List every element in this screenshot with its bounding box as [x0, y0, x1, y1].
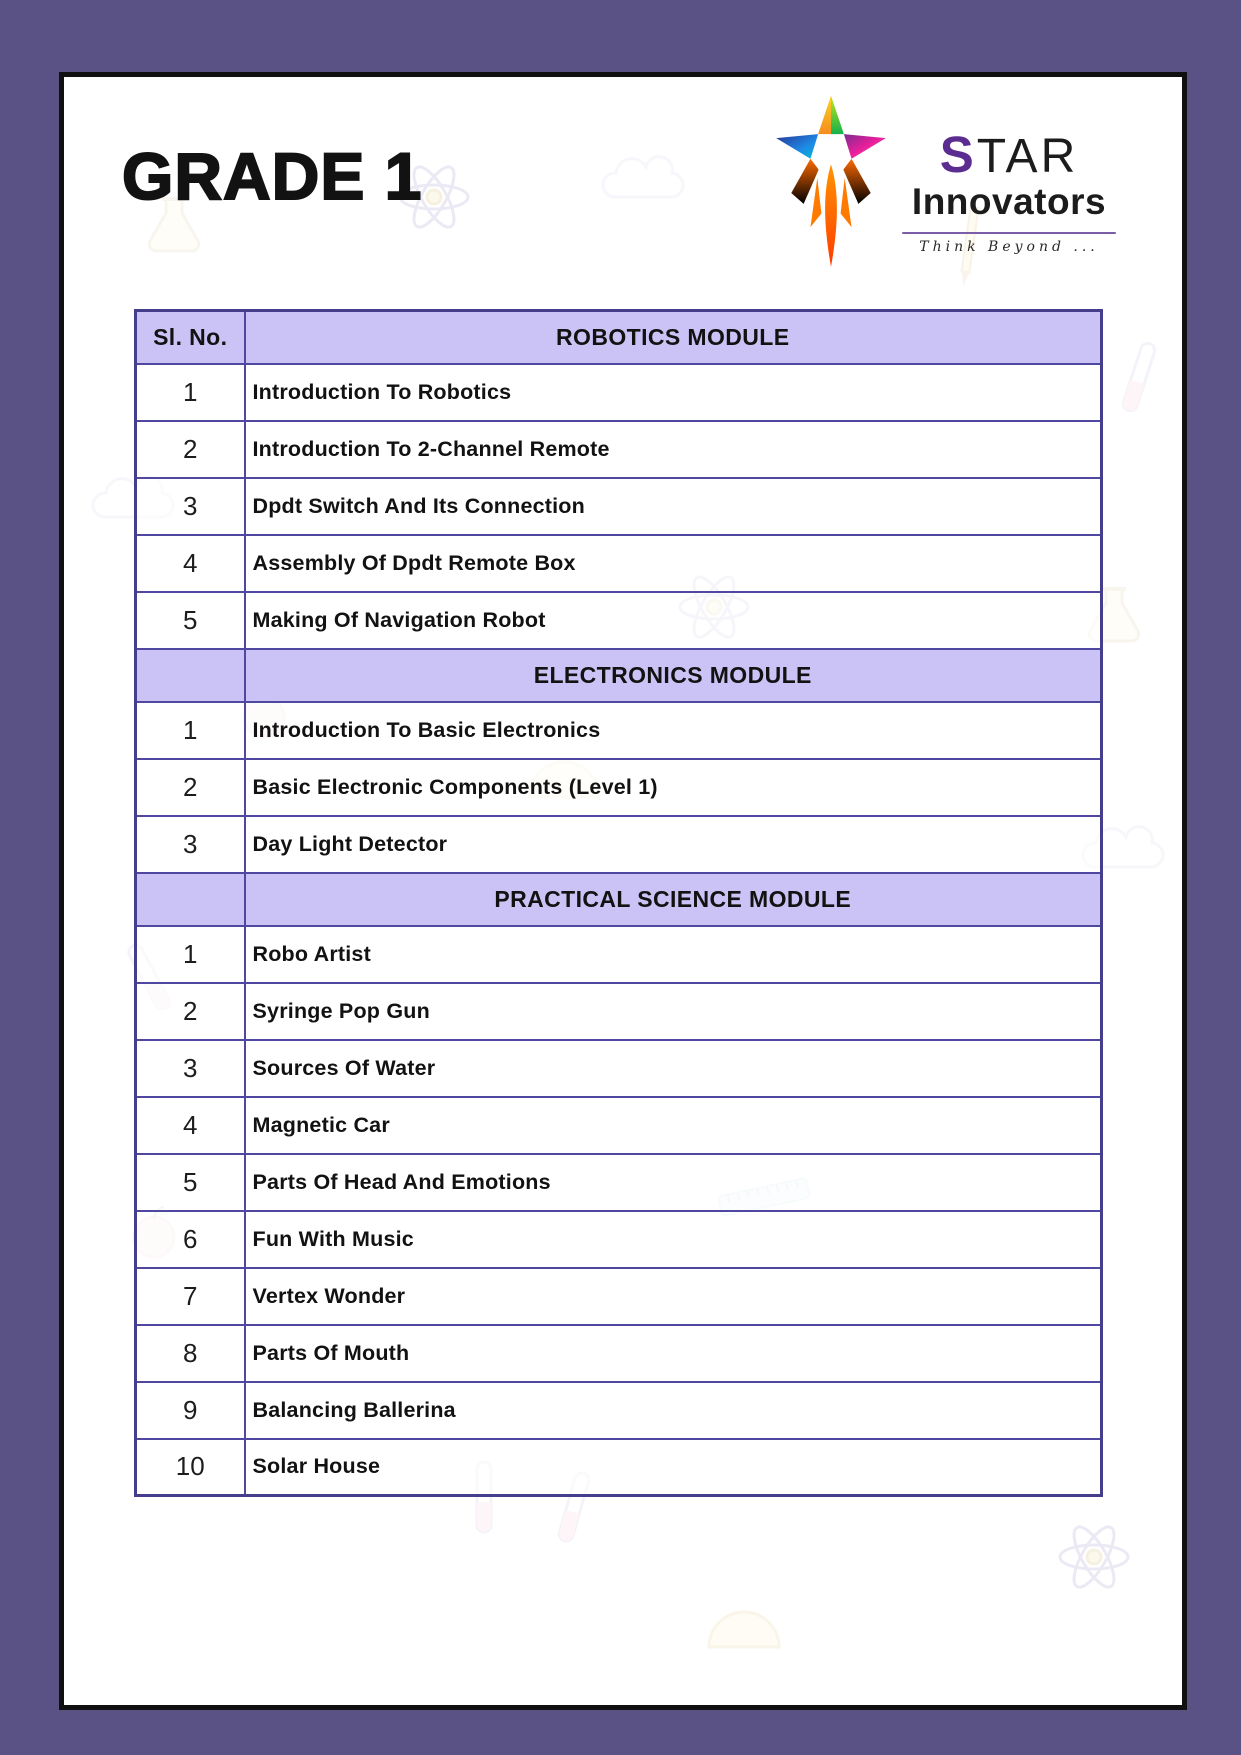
brand-letters-tar: TAR: [976, 130, 1079, 183]
topic-name: Basic Electronic Components (Level 1): [245, 759, 1102, 816]
serial-number: 3: [136, 1040, 245, 1097]
brand-name-line1: [939, 126, 1079, 183]
table-row: [136, 1097, 1102, 1154]
brand-tagline: Think Beyond ...: [919, 238, 1099, 255]
serial-number: 8: [136, 1325, 245, 1382]
brand-underline: [902, 232, 1116, 234]
topic-name: Robo Artist: [245, 926, 1102, 983]
brand-letter-s: S: [939, 126, 977, 183]
serial-number: 1: [136, 364, 245, 421]
table-row: [136, 702, 1102, 759]
section-header-empty-cell: [136, 649, 245, 702]
serial-number: 1: [136, 926, 245, 983]
serial-number: 3: [136, 816, 245, 873]
brand-logo: [762, 93, 1116, 271]
serial-number: 5: [136, 1154, 245, 1211]
topic-name: Sources Of Water: [245, 1040, 1102, 1097]
topic-name: Day Light Detector: [245, 816, 1102, 873]
topic-name: Introduction To Robotics: [245, 364, 1102, 421]
topic-name: Parts Of Mouth: [245, 1325, 1102, 1382]
serial-number: 5: [136, 592, 245, 649]
section-title: ROBOTICS MODULE: [245, 311, 1102, 364]
topic-name: Syringe Pop Gun: [245, 983, 1102, 1040]
serial-number: 9: [136, 1382, 245, 1439]
serial-number: 2: [136, 421, 245, 478]
table-row: [136, 816, 1102, 873]
table-row: [136, 1211, 1102, 1268]
topic-name: Assembly Of Dpdt Remote Box: [245, 535, 1102, 592]
curriculum-table: [134, 309, 1103, 1497]
topic-name: Solar House: [245, 1439, 1102, 1496]
serial-number: 1: [136, 702, 245, 759]
section-title: PRACTICAL SCIENCE MODULE: [245, 873, 1102, 926]
serial-number: 3: [136, 478, 245, 535]
section-title: ELECTRONICS MODULE: [245, 649, 1102, 702]
topic-name: Introduction To Basic Electronics: [245, 702, 1102, 759]
table-row: [136, 1268, 1102, 1325]
topic-name: Magnetic Car: [245, 1097, 1102, 1154]
table-row: [136, 1382, 1102, 1439]
serial-number: 7: [136, 1268, 245, 1325]
table-row: [136, 759, 1102, 816]
topic-name: Introduction To 2-Channel Remote: [245, 421, 1102, 478]
section-header-empty-cell: [136, 873, 245, 926]
serial-number: 6: [136, 1211, 245, 1268]
serial-number: 2: [136, 759, 245, 816]
star-rocket-logo-icon: [762, 93, 900, 271]
topic-name: Vertex Wonder: [245, 1268, 1102, 1325]
table-row: [136, 421, 1102, 478]
brand-name-line2: Innovators: [911, 181, 1107, 222]
topic-name: Balancing Ballerina: [245, 1382, 1102, 1439]
topic-name: Dpdt Switch And Its Connection: [245, 478, 1102, 535]
serial-number: 4: [136, 535, 245, 592]
section-header-row: [136, 311, 1102, 364]
serial-number: 2: [136, 983, 245, 1040]
serial-number: 10: [136, 1439, 245, 1496]
table-row: [136, 926, 1102, 983]
table-row: [136, 535, 1102, 592]
page-sheet: [59, 72, 1187, 1710]
topic-name: Fun With Music: [245, 1211, 1102, 1268]
table-row: [136, 1325, 1102, 1382]
serial-column-header: Sl. No.: [136, 311, 245, 364]
table-row: [136, 364, 1102, 421]
table-row: [136, 1040, 1102, 1097]
table-row: [136, 1154, 1102, 1211]
brand-text: [902, 126, 1116, 255]
topic-name: Making Of Navigation Robot: [245, 592, 1102, 649]
section-header-row: [136, 873, 1102, 926]
table-row: [136, 1439, 1102, 1496]
table-row: [136, 478, 1102, 535]
topic-name: Parts Of Head And Emotions: [245, 1154, 1102, 1211]
page-title: GRADE 1: [122, 139, 423, 213]
curriculum-table-body: [136, 311, 1102, 1496]
table-row: [136, 592, 1102, 649]
section-header-row: [136, 649, 1102, 702]
table-row: [136, 983, 1102, 1040]
serial-number: 4: [136, 1097, 245, 1154]
